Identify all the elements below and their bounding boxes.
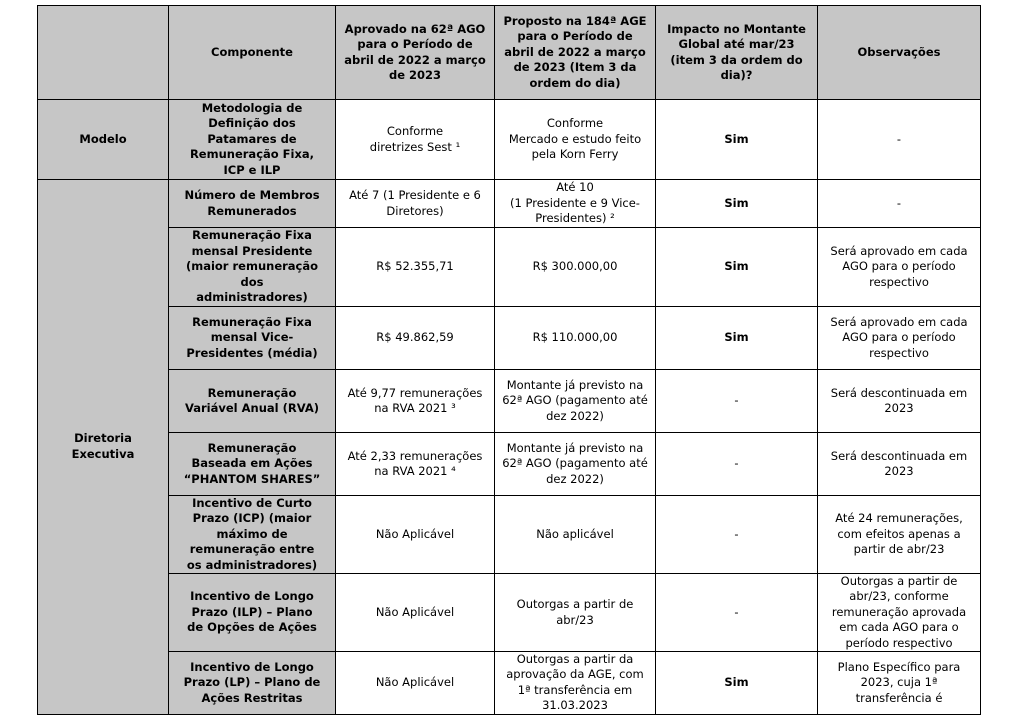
row-impacto: Sim	[656, 180, 818, 228]
row-componente: Metodologia de Definição dos Patamares de Remuneração Fixa, ICP e ILP	[169, 100, 336, 180]
row-aprovado: Não Aplicável	[336, 496, 495, 574]
header-impacto: Impacto no Montante Global até mar/23 (item 3 da ordem do dia)?	[656, 6, 818, 100]
header-aprovado: Aprovado na 62ª AGO para o Período de abril de 2022 a março de 2023	[336, 6, 495, 100]
row-aprovado: Conforme diretrizes Sest ¹	[336, 100, 495, 180]
row-impacto: -	[656, 433, 818, 496]
row-observacoes: Será descontinuada em 2023	[818, 433, 981, 496]
row-componente: Remuneração Baseada em Ações “PHANTOM SHARES”	[169, 433, 336, 496]
table-row	[38, 652, 981, 715]
row-impacto: Sim	[656, 652, 818, 715]
row-aprovado: Até 2,33 remunerações na RVA 2021 ⁴	[336, 433, 495, 496]
row-impacto: Sim	[656, 228, 818, 307]
table-row	[38, 100, 981, 180]
row-impacto: -	[656, 574, 818, 652]
row-proposto: Outorgas a partir da aprovação da AGE, com 1ª transferência em 31.03.2023	[495, 652, 656, 715]
row-componente: Número de Membros Remunerados	[169, 180, 336, 228]
row-proposto: Outorgas a partir de abr/23	[495, 574, 656, 652]
row-proposto: Montante já previsto na 62ª AGO (pagamento até dez 2022)	[495, 433, 656, 496]
row-proposto: R$ 110.000,00	[495, 307, 656, 370]
row-impacto: -	[656, 370, 818, 433]
row-componente: Incentivo de Curto Prazo (ICP) (maior máximo de remuneração entre os administradores)	[169, 496, 336, 574]
row-proposto: Até 10 (1 Presidente e 9 Vice-Presidentes) ²	[495, 180, 656, 228]
table-row	[38, 307, 981, 370]
row-impacto: Sim	[656, 100, 818, 180]
row-aprovado: Até 7 (1 Presidente e 6 Diretores)	[336, 180, 495, 228]
row-componente: Incentivo de Longo Prazo (ILP) – Plano de Opções de Ações	[169, 574, 336, 652]
row-componente: Remuneração Fixa mensal Presidente (maior remuneração dos administradores)	[169, 228, 336, 307]
row-proposto: Montante já previsto na 62ª AGO (pagamento até dez 2022)	[495, 370, 656, 433]
group-label-diretoria: Diretoria Executiva	[38, 180, 169, 715]
table-row	[38, 228, 981, 307]
row-componente: Remuneração Variável Anual (RVA)	[169, 370, 336, 433]
header-blank	[38, 6, 169, 100]
row-proposto: Não aplicável	[495, 496, 656, 574]
row-aprovado: R$ 49.862,59	[336, 307, 495, 370]
row-proposto: R$ 300.000,00	[495, 228, 656, 307]
row-observacoes: Será descontinuada em 2023	[818, 370, 981, 433]
row-aprovado: R$ 52.355,71	[336, 228, 495, 307]
row-aprovado: Não Aplicável	[336, 574, 495, 652]
row-observacoes: Será aprovado em cada AGO para o período respectivo	[818, 228, 981, 307]
row-componente: Remuneração Fixa mensal Vice-Presidentes (média)	[169, 307, 336, 370]
row-proposto: Conforme Mercado e estudo feito pela Korn Ferry	[495, 100, 656, 180]
row-impacto: Sim	[656, 307, 818, 370]
group-label-modelo: Modelo	[38, 100, 169, 180]
table-row	[38, 180, 981, 228]
row-componente: Incentivo de Longo Prazo (LP) – Plano de Ações Restritas	[169, 652, 336, 715]
header-observacoes: Observações	[818, 6, 981, 100]
row-observacoes: Será aprovado em cada AGO para o período respectivo	[818, 307, 981, 370]
table-row	[38, 574, 981, 652]
row-observacoes: -	[818, 180, 981, 228]
row-observacoes: Plano Específico para 2023, cuja 1ª transferência é	[818, 652, 981, 715]
row-observacoes: -	[818, 100, 981, 180]
row-aprovado: Não Aplicável	[336, 652, 495, 715]
table-row	[38, 370, 981, 433]
remuneration-table	[37, 5, 981, 715]
row-observacoes: Outorgas a partir de abr/23, conforme remuneração aprovada em cada AGO para o período respectivo	[818, 574, 981, 652]
header-row	[38, 6, 981, 100]
header-componente: Componente	[169, 6, 336, 100]
header-proposto: Proposto na 184ª AGE para o Período de abril de 2022 a março de 2023 (Item 3 da ordem do dia)	[495, 6, 656, 100]
row-observacoes: Até 24 remunerações, com efeitos apenas a partir de abr/23	[818, 496, 981, 574]
table-row	[38, 433, 981, 496]
row-aprovado: Até 9,77 remunerações na RVA 2021 ³	[336, 370, 495, 433]
table-row	[38, 496, 981, 574]
row-impacto: -	[656, 496, 818, 574]
